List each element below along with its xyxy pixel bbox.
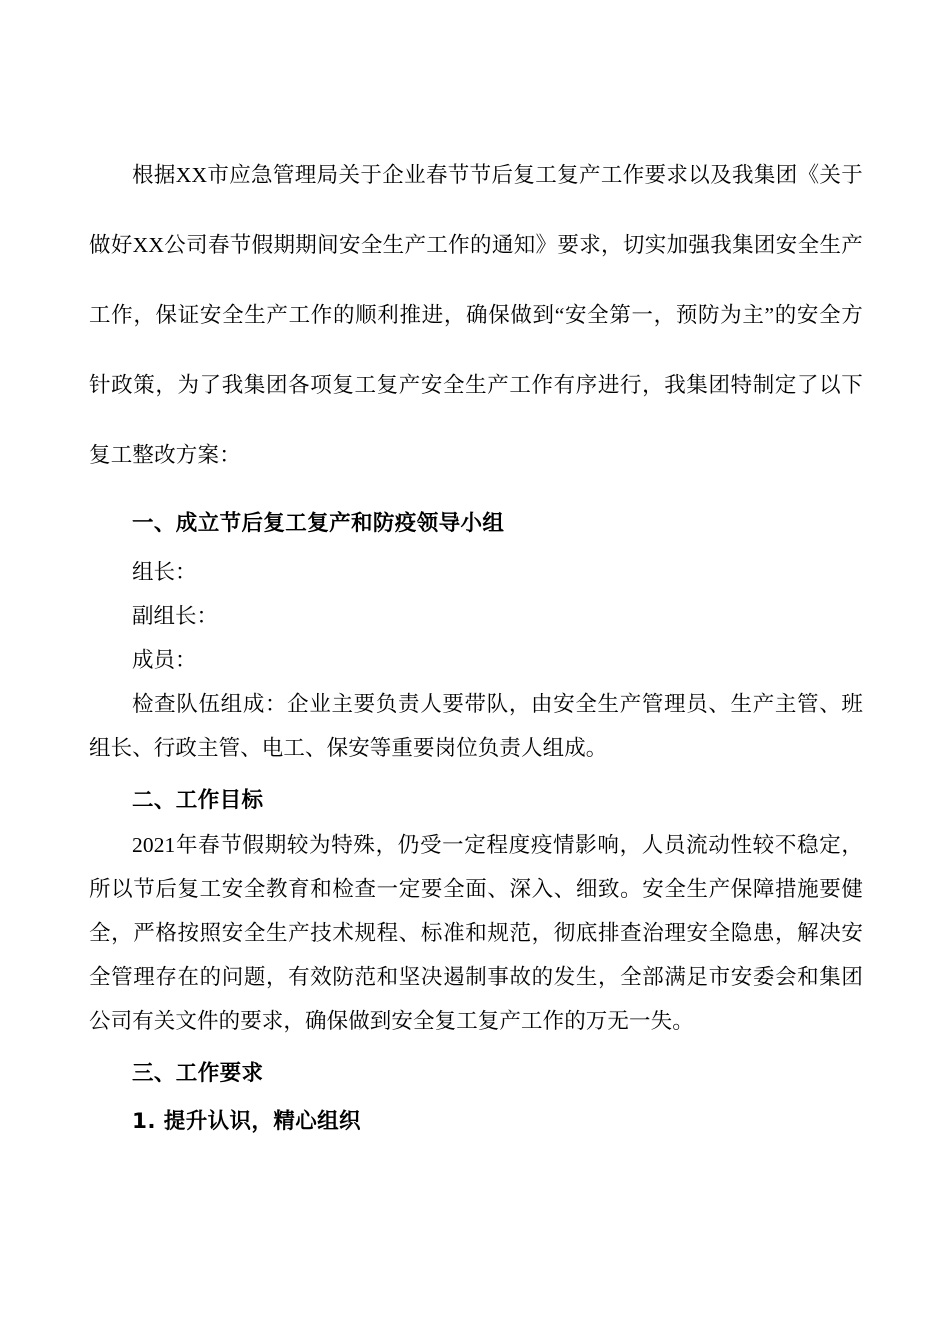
page-title: [89, 0, 863, 104]
section-3-item-1-heading: 1. 提升认识，精心组织: [132, 1109, 361, 1134]
section-2-paragraph: 2021年春节假期较为特殊，仍受一定程度疫情影响，人员流动性较不稳定，所以节后复工安全教育和检查一定要全面、深入、细致。安全生产保障措施要健全，严格按照安全生产技术规程、标准和规范，彻底排查治理安全隐患，解决安全管理存在的问题，有效防范和坚决遏制事故的发生，全部满足市安委会和集团公司有关文件的要求，确保做到安全复工复产工作的万无一失。: [89, 833, 863, 1033]
document-content: [89, 0, 863, 1144]
section-heading-3: 三、工作要求: [132, 1061, 264, 1086]
inspection-team-paragraph: 检查队伍组成：企业主要负责人要带队，由安全生产管理员、生产主管、班组长、行政主管、电工、保安等重要岗位负责人组成。: [89, 692, 863, 760]
section-heading-1: 一、成立节后复工复产和防疫领导小组: [132, 511, 505, 536]
leader-label: 组长：: [132, 560, 197, 584]
deputy-leader-label: 副组长：: [132, 604, 219, 628]
intro-paragraph: 根据XX市应急管理局关于企业春节节后复工复产工作要求以及我集团《关于做好XX公司春节假期期间安全生产工作的通知》要求，切实加强我集团安全生产工作，保证安全生产工作的顺利推进，确保做到“安全第一，预防为主”的安全方针政策，为了我集团各项复工复产安全生产工作有序进行，我集团特制定了以下复工整改方案：: [89, 163, 863, 467]
section-heading-2: 二、工作目标: [132, 788, 264, 813]
member-label: 成员：: [132, 648, 197, 672]
